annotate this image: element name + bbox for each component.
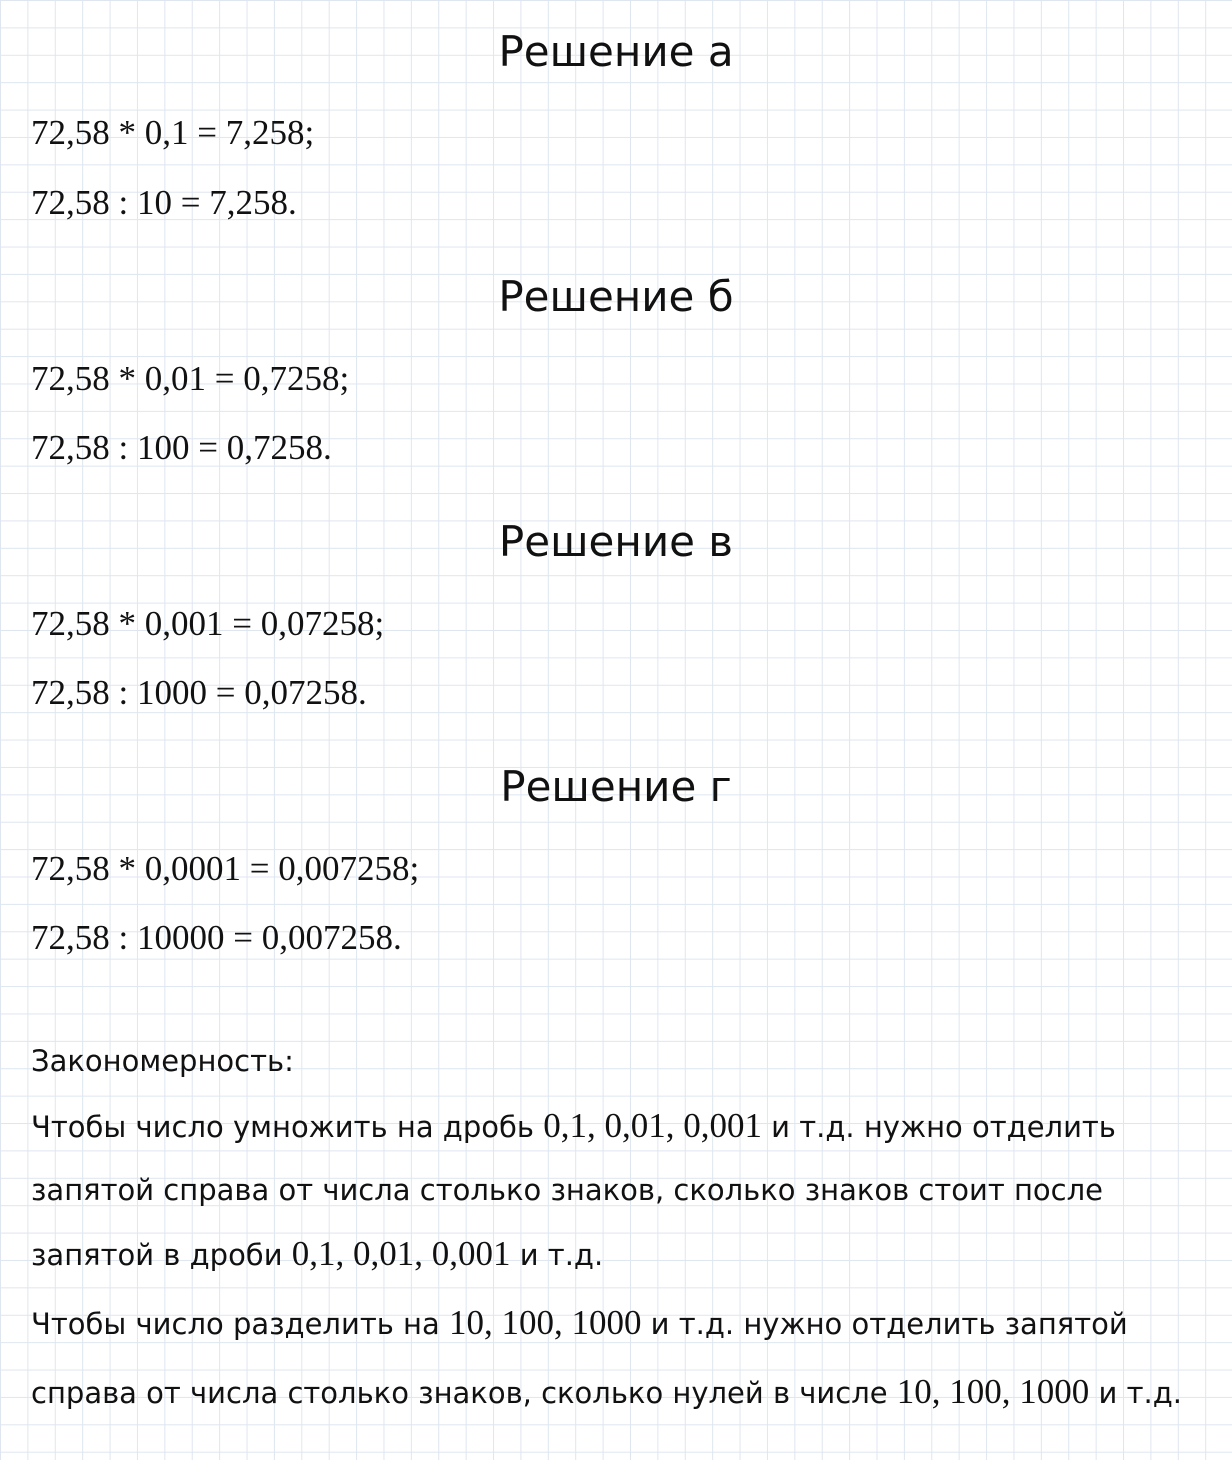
rule-text: запятой в дроби bbox=[31, 1238, 292, 1272]
section-title-a: Решение а bbox=[498, 27, 734, 76]
rule-text: Чтобы число разделить на bbox=[31, 1307, 449, 1341]
rule-numbers: 10, 100, 1000 bbox=[448, 1303, 642, 1342]
equation-b-multiply: 72,58 * 0,01 = 0,7258; bbox=[31, 359, 350, 398]
equation-a-divide: 72,58 : 10 = 7,258. bbox=[31, 183, 297, 222]
rule-text: и т.д. bbox=[1089, 1376, 1182, 1410]
rule-numbers: 0,1, 0,01, 0,001 bbox=[543, 1106, 762, 1145]
equation-a-multiply: 72,58 * 0,1 = 7,258; bbox=[31, 113, 315, 152]
rule-divide-line-1 bbox=[31, 1301, 1128, 1346]
equation-v-multiply: 72,58 * 0,001 = 0,07258; bbox=[31, 604, 385, 643]
pattern-heading: Закономерность: bbox=[31, 1044, 294, 1078]
rule-multiply-line-2: запятой справа от числа столько знаков, сколько знаков стоит после bbox=[31, 1173, 1103, 1207]
rule-text: и т.д. нужно отделить запятой bbox=[641, 1307, 1128, 1341]
rule-text: и т.д. bbox=[510, 1238, 604, 1272]
equation-g-divide: 72,58 : 10000 = 0,007258. bbox=[31, 918, 402, 957]
equation-v-divide: 72,58 : 1000 = 0,07258. bbox=[31, 673, 367, 712]
rule-multiply-line-3 bbox=[31, 1232, 603, 1277]
rule-text: Чтобы число умножить на дробь bbox=[31, 1110, 544, 1144]
rule-numbers: 10, 100, 1000 bbox=[896, 1372, 1090, 1411]
equation-g-multiply: 72,58 * 0,0001 = 0,007258; bbox=[31, 849, 420, 888]
section-title-v: Решение в bbox=[498, 517, 734, 566]
rule-numbers: 0,1, 0,01, 0,001 bbox=[291, 1234, 511, 1273]
equation-b-divide: 72,58 : 100 = 0,7258. bbox=[31, 428, 332, 467]
rule-multiply-line-1 bbox=[31, 1104, 1116, 1149]
section-title-g: Решение г bbox=[500, 762, 732, 811]
section-title-b: Решение б bbox=[498, 272, 734, 321]
rule-divide-line-2 bbox=[31, 1370, 1182, 1415]
rule-text: справа от числа столько знаков, сколько нулей в числе bbox=[31, 1376, 897, 1410]
rule-text: и т.д. нужно отделить bbox=[761, 1110, 1116, 1144]
